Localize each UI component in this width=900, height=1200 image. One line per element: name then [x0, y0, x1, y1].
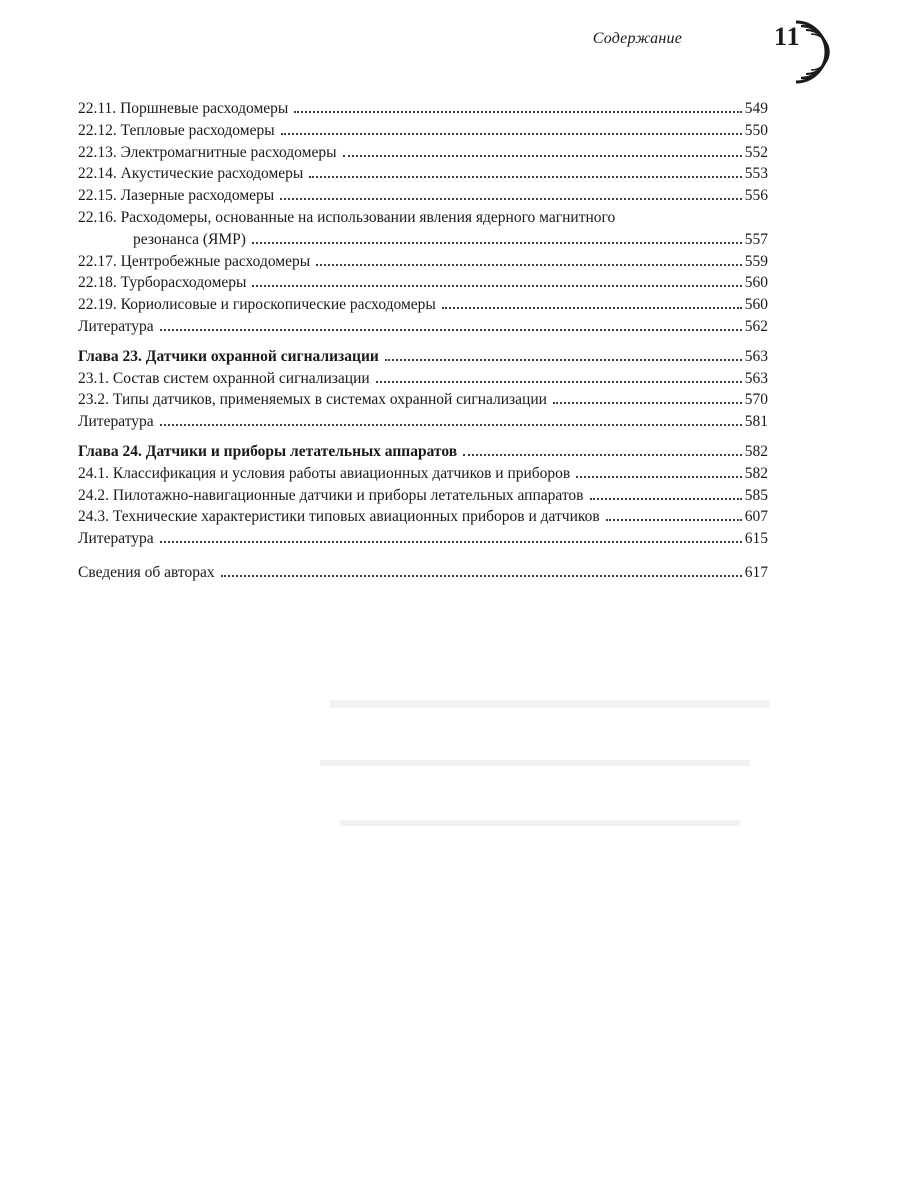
bleed-through-mark: [340, 820, 740, 826]
dot-leader: [160, 541, 742, 543]
dot-leader: [376, 381, 742, 383]
toc-entry-page: 563: [744, 369, 768, 387]
toc-entry-page: 557: [744, 230, 768, 248]
toc-entry-page: 556: [744, 187, 768, 205]
toc-entry-literature: [78, 528, 768, 550]
toc-entry-page: 562: [744, 317, 768, 335]
toc-entry-page: 563: [744, 347, 768, 365]
bleed-through-mark: [330, 700, 770, 708]
table-of-contents: [78, 98, 768, 584]
toc-entry-title: Литература: [78, 530, 154, 548]
toc-entry-number: 22.12.: [78, 121, 117, 139]
toc-entry-number: 22.14.: [78, 165, 117, 183]
toc-entry: [78, 389, 768, 411]
dot-leader: [221, 575, 742, 577]
dot-leader: [160, 329, 742, 331]
toc-entry-title: Турборасходомеры: [120, 274, 247, 292]
toc-entry-page: 549: [744, 100, 768, 117]
toc-entry-number: 22.18.: [78, 274, 117, 292]
toc-entry: [78, 294, 768, 316]
toc-entry-title: Электромагнитные расходомеры: [120, 143, 337, 161]
toc-entry-title: Поршневые расходомеры: [120, 100, 289, 117]
toc-entry: [78, 120, 768, 142]
toc-entry-number: 22.19.: [78, 296, 117, 314]
toc-entry-page: 582: [744, 464, 768, 482]
toc-chapter-heading: [78, 346, 768, 368]
toc-entry-title: Акустические расходомеры: [120, 165, 304, 183]
toc-entry: [78, 272, 768, 294]
dot-leader: [316, 264, 742, 266]
toc-entry-page: 607: [744, 508, 768, 526]
page-number: 11: [774, 22, 801, 51]
toc-entry-literature: [78, 316, 768, 338]
running-header-title: Содержание: [592, 30, 682, 47]
dot-leader: [442, 307, 742, 309]
toc-entry-title: Кориолисовые и гироскопические расходомеры: [120, 296, 436, 314]
dot-leader: [309, 176, 741, 178]
dot-leader: [606, 519, 742, 521]
toc-entry: [78, 506, 768, 528]
toc-entry-title: 24.1. Классификация и условия работы авиационных датчиков и приборов: [78, 464, 571, 482]
toc-entry-page: 617: [744, 563, 768, 581]
toc-entry-title: 23.1. Состав систем охранной сигнализации: [78, 369, 370, 387]
toc-entry-page: 582: [744, 442, 768, 460]
toc-entry: [78, 463, 768, 485]
dot-leader: [590, 498, 742, 500]
toc-entry-title: Сведения об авторах: [78, 563, 215, 581]
dot-leader: [576, 476, 742, 478]
toc-entry-title: Расходомеры, основанные на использовании явления ядерного магнитного: [120, 208, 616, 226]
dot-leader: [280, 198, 742, 200]
toc-entry-title: Литература: [78, 317, 154, 335]
toc-entry-page: 560: [744, 274, 768, 292]
dot-leader: [252, 285, 741, 287]
toc-entry-page: 581: [744, 413, 768, 431]
dot-leader: [553, 402, 742, 404]
toc-entry-title: резонанса (ЯМР): [133, 230, 246, 248]
toc-entry-page: 552: [744, 143, 768, 161]
toc-entry-page: 560: [744, 296, 768, 314]
toc-chapter-title: Глава 23. Датчики охранной сигнализации: [78, 347, 379, 365]
toc-entry-page: 550: [744, 121, 768, 139]
dot-leader: [463, 454, 742, 456]
toc-entry: [78, 251, 768, 273]
dot-leader: [385, 359, 742, 361]
toc-entry: [78, 229, 768, 251]
toc-entry: [78, 185, 768, 207]
toc-entry-authors: [78, 562, 768, 584]
toc-entry: [78, 485, 768, 507]
toc-entry-first-line: [78, 207, 768, 229]
toc-chapter-heading: [78, 441, 768, 463]
toc-entry-title: Литература: [78, 413, 154, 431]
bleed-through-mark: [320, 760, 750, 766]
toc-entry-page: 615: [744, 530, 768, 548]
toc-entry-title: 24.3. Технические характеристики типовых авиационных приборов и датчиков: [78, 508, 600, 526]
dot-leader: [281, 133, 742, 135]
toc-entry: [78, 163, 768, 185]
toc-entry-title: Лазерные расходомеры: [120, 187, 275, 205]
dot-leader: [160, 424, 742, 426]
toc-entry-number: 22.11.: [78, 100, 117, 117]
toc-entry-number: 22.16.: [78, 208, 117, 226]
toc-entry-literature: [78, 411, 768, 433]
toc-entry-page: 559: [744, 252, 768, 270]
toc-entry-title: 24.2. Пилотажно-навигационные датчики и приборы летательных аппаратов: [78, 486, 584, 504]
toc-entry-page: 585: [744, 486, 768, 504]
toc-entry-page: 570: [744, 391, 768, 409]
toc-entry-page: 553: [744, 165, 768, 183]
dot-leader: [343, 155, 742, 157]
toc-entry: [78, 98, 768, 120]
toc-entry-number: 22.13.: [78, 143, 117, 161]
toc-entry-title: Центробежные расходомеры: [120, 252, 311, 270]
toc-entry-title: Тепловые расходомеры: [120, 121, 275, 139]
toc-entry-number: 22.17.: [78, 252, 117, 270]
running-header: [540, 22, 840, 72]
toc-entry: [78, 368, 768, 390]
toc-entry-title: 23.2. Типы датчиков, применяемых в системах охранной сигнализации: [78, 391, 547, 409]
dot-leader: [294, 111, 741, 113]
toc-entry-number: 22.15.: [78, 187, 117, 205]
toc-chapter-title: Глава 24. Датчики и приборы летательных аппаратов: [78, 442, 458, 460]
toc-entry: [78, 142, 768, 164]
dot-leader: [252, 242, 742, 244]
